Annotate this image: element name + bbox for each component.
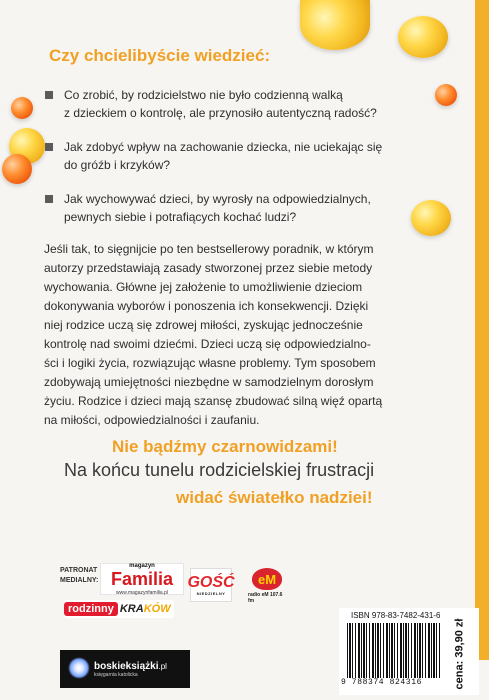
paragraph-line: autorzy przedstawiają zasady stworzonej przez siebie metody — [44, 261, 373, 275]
slogan-line-1: Nie bądźmy czarnowidzami! — [112, 437, 338, 456]
publisher-name — [94, 661, 190, 672]
square-bullet-icon — [45, 143, 53, 151]
paragraph-line: kontrolę nad swoimi dziećmi. Dzieci uczą się odpowiedzialno- — [44, 337, 371, 351]
familia-logo-name: Familia — [110, 568, 174, 589]
gosc-logo-name: GOŚĆ — [187, 573, 235, 591]
radio-em-logo — [248, 568, 286, 604]
publisher-name-suffix: .pl — [158, 661, 167, 671]
media-patronage-label — [60, 566, 98, 586]
paragraph-line: życiu. Rodzice i dzieci mają szansę zbudować silną więź opartą — [44, 394, 383, 408]
question-list — [44, 86, 404, 242]
orange-fruit-decoration — [11, 97, 33, 119]
isbn-number: ISBN 978-83-7482-431-6 — [351, 611, 441, 620]
barcode-digits: 9 788374 824316 — [341, 678, 423, 687]
square-bullet-icon — [45, 91, 53, 99]
slogan-line-2: Na końcu tunelu rodzicielskiej frustracji — [64, 460, 375, 480]
price-tag — [447, 618, 471, 690]
question-item — [44, 86, 404, 122]
isbn-barcode-block — [339, 608, 479, 695]
gosc-logo-sub: NIEDZIELNY — [196, 590, 226, 596]
krakow-logo-part-2: KÓW — [143, 603, 171, 615]
paragraph-line: niej rodzice uczą się zdrowej miłości, zyskując jednocześnie — [44, 318, 363, 332]
question-line: pewnych siebie i potrafiących kochać ludzi? — [64, 210, 297, 224]
paragraph-line: ści i logiki życia, rozwiązując własne problemy. Tym sposobem — [44, 356, 376, 370]
orange-side-strip — [475, 0, 489, 660]
orange-fruit-decoration — [435, 84, 457, 106]
question-item — [44, 190, 404, 226]
question-line: z dzieckiem o kontrolę, ale przynosiło autentyczną radość? — [64, 106, 377, 120]
rodzinny-krakow-logo — [64, 600, 174, 618]
familia-logo — [100, 563, 184, 595]
orange-fruit-decoration — [2, 154, 32, 184]
patronage-label-line: PATRONAT — [60, 567, 98, 574]
yellow-fruit-decoration — [300, 0, 370, 50]
rodzinny-logo-part: rodzinny — [64, 602, 118, 616]
star-glow-icon — [68, 657, 90, 679]
question-line: Jak zdobyć wpływ na zachowanie dziecka, nie uciekając się — [64, 140, 383, 154]
gosc-niedzielny-logo — [187, 568, 235, 602]
price-text: cena: 39,90 zł — [453, 618, 465, 690]
paragraph-line: wychowania. Główne jej założenie to umożliwienie dzieciom — [44, 280, 363, 294]
publisher-name-main: boskieksiążki — [94, 660, 159, 672]
yellow-fruit-decoration — [398, 16, 448, 58]
paragraph-line: zdobywają umiejętności niezbędne w samodzielnym dorosłym — [44, 375, 374, 389]
radio-em-mark-icon: eM — [252, 568, 282, 590]
publisher-subtitle: księgarnia katolicka — [94, 671, 138, 678]
question-line: do gróźb i krzyków? — [64, 158, 171, 172]
square-bullet-icon — [45, 195, 53, 203]
krakow-logo-part — [120, 603, 171, 615]
paragraph-line: dokonywania wyborów i ponoszenia ich konsekwencji. Dzięki — [44, 299, 369, 313]
paragraph-line: Jeśli tak, to sięgnijcie po ten bestsellerowy poradnik, w którym — [44, 242, 374, 256]
familia-logo-top: magazyn — [129, 562, 155, 569]
headline: Czy chcielibyście wiedzieć: — [49, 46, 271, 65]
description-paragraph — [44, 240, 408, 430]
radio-em-sub: radio eM 107.6 fm — [248, 592, 283, 604]
question-line: Co zrobić, by rodzicielstwo nie było codzienną walką — [64, 88, 343, 102]
paragraph-line: na miłości, odpowiedzialności i zaufaniu. — [44, 413, 260, 427]
krakow-logo-part-1: KRA — [119, 603, 144, 615]
familia-logo-url: www.magazynfamilia.pl — [116, 589, 168, 596]
question-line: Jak wychowywać dzieci, by wyrosły na odpowiedzialnych, — [64, 192, 371, 206]
publisher-logo — [60, 650, 190, 688]
question-item — [44, 138, 404, 174]
slogan-line-3: widać światełko nadziei! — [176, 488, 373, 507]
yellow-fruit-decoration — [411, 200, 451, 236]
patronage-label-line: MEDIALNY: — [60, 577, 99, 584]
barcode-icon — [347, 623, 442, 678]
